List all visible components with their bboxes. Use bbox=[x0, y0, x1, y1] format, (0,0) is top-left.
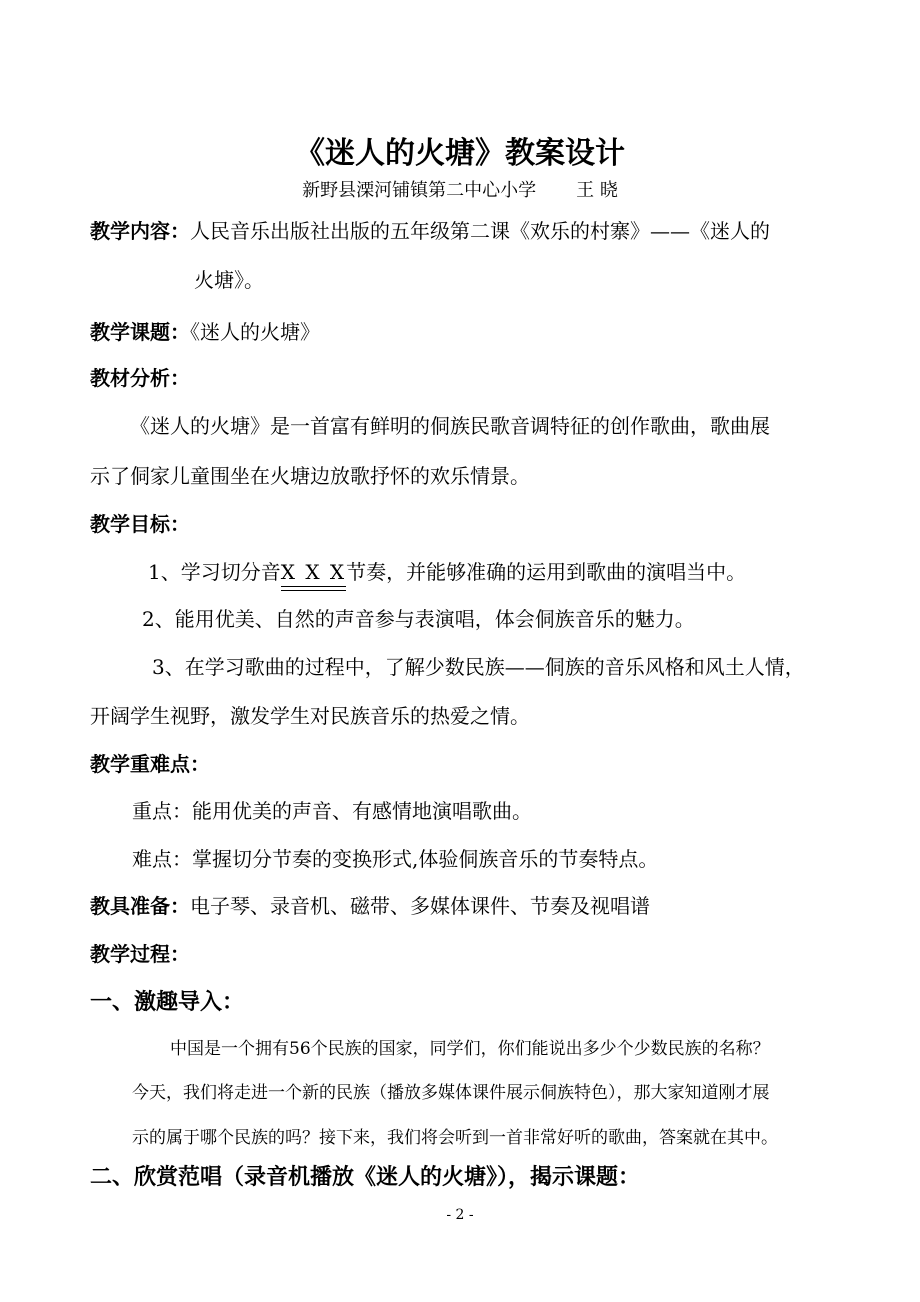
section-1-line-1: 中国是一个拥有56个民族的国家，同学们，你们能说出多少个少数民族的名称？ bbox=[170, 1039, 770, 1059]
difficult-point: 难点：掌握切分节奏的变换形式,体验侗族音乐的节奏特点。 bbox=[132, 847, 659, 871]
teaching-tools bbox=[90, 890, 650, 919]
teaching-tools-label: 教具准备： bbox=[90, 894, 190, 918]
teaching-tools-text: 电子琴、录音机、磁带、多媒体课件、节奏及视唱谱 bbox=[190, 894, 650, 918]
section-2-heading: 二、欣赏范唱（录音机播放《迷人的火塘》），揭示课题： bbox=[90, 1165, 641, 1190]
document-title: 《迷人的火塘》教案设计 bbox=[295, 136, 625, 171]
goal-1-text: 1、学习切分音 bbox=[148, 560, 281, 584]
teaching-goals-label: 教学目标： bbox=[90, 512, 190, 536]
teaching-content-label: 教学内容： bbox=[90, 219, 190, 243]
goal-1 bbox=[148, 556, 746, 585]
teaching-topic bbox=[90, 316, 320, 345]
teaching-content bbox=[90, 215, 770, 244]
teaching-topic-text: 《迷人的火塘》 bbox=[190, 320, 320, 344]
key-point: 重点：能用优美的声音、有感情地演唱歌曲。 bbox=[132, 799, 532, 823]
goal-1-text-after: 节奏，并能够准确的运用到歌曲的演唱当中。 bbox=[346, 560, 747, 584]
goal-2: 2、能用优美、自然的声音参与表演唱，体会侗族音乐的魅力。 bbox=[142, 607, 695, 631]
material-analysis-line-2: 示了侗家儿童围坐在火塘边放歌抒怀的欢乐情景。 bbox=[90, 464, 530, 488]
page-number: - 2 - bbox=[446, 1207, 474, 1223]
author-name: 王 晓 bbox=[576, 180, 618, 201]
section-1-line-3: 示的属于哪个民族的吗？接下来，我们将会听到一首非常好听的歌曲，答案就在其中。 bbox=[132, 1128, 778, 1148]
teaching-content-text: 人民音乐出版社出版的五年级第二课《欢乐的村寨》——《迷人的 bbox=[190, 219, 770, 243]
syncopation-rhythm-notes: X X X bbox=[280, 560, 347, 584]
goal-3-line-1: 3、在学习歌曲的过程中，了解少数民族——侗族的音乐风格和风土人情， bbox=[152, 655, 805, 679]
material-analysis-line-1: 《迷人的火塘》是一首富有鲜明的侗族民歌音调特征的创作歌曲，歌曲展 bbox=[130, 414, 770, 438]
author-line bbox=[0, 176, 920, 202]
rhythm-underline-1 bbox=[281, 586, 346, 587]
key-difficult-points-label: 教学重难点： bbox=[90, 752, 210, 776]
section-1-line-2: 今天，我们将走进一个新的民族（播放多媒体课件展示侗族特色），那大家知道刚才展 bbox=[132, 1083, 770, 1103]
teaching-topic-label: 教学课题： bbox=[90, 320, 190, 344]
teaching-content-continued: 火塘》。 bbox=[194, 268, 264, 292]
rhythm-underline-2 bbox=[281, 590, 346, 591]
teaching-process-label: 教学过程： bbox=[90, 942, 190, 966]
section-1-heading: 一、激趣导入： bbox=[90, 990, 245, 1015]
goal-3-line-2: 开阔学生视野，激发学生对民族音乐的热爱之情。 bbox=[90, 704, 530, 728]
author-school: 新野县溧河铺镇第二中心小学 bbox=[302, 180, 537, 201]
syncopation-rhythm bbox=[281, 560, 346, 584]
material-analysis-label: 教材分析： bbox=[90, 366, 190, 390]
